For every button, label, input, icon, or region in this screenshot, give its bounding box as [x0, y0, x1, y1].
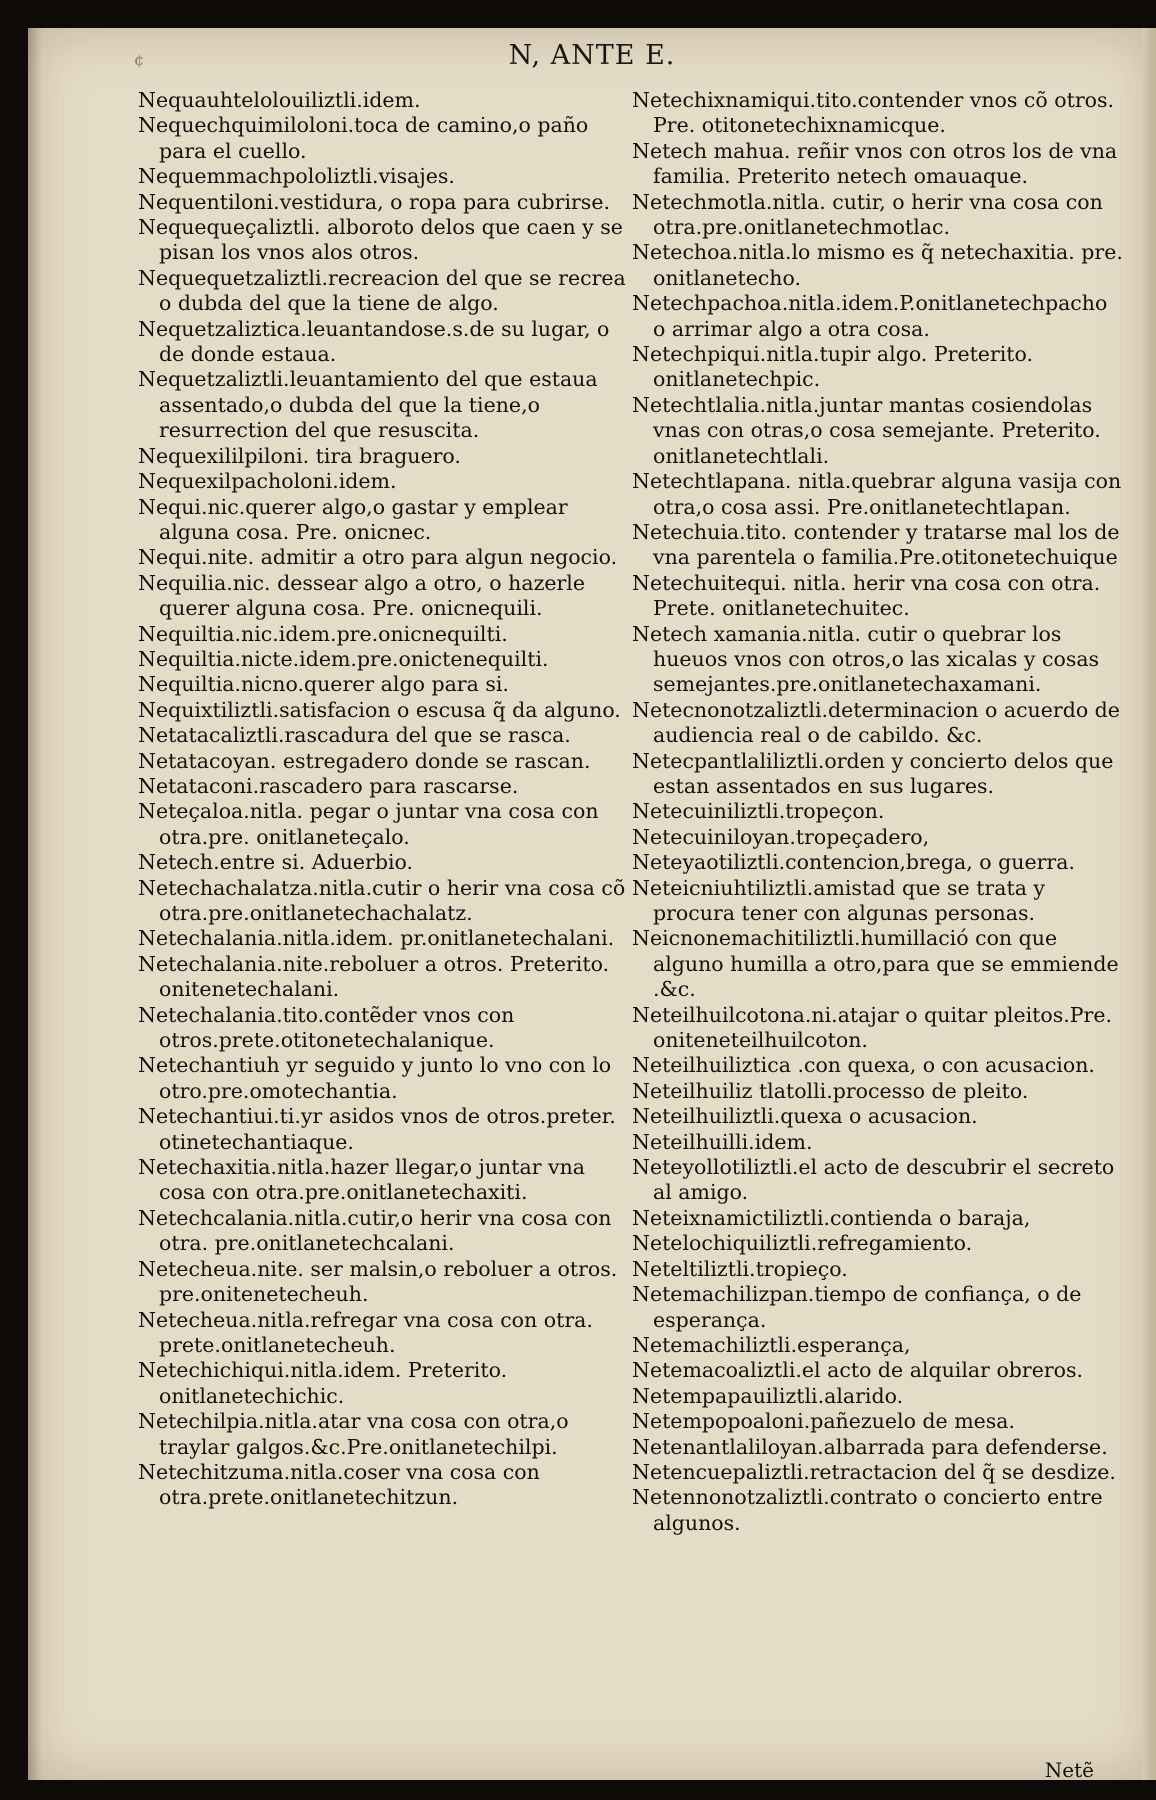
dictionary-entry: Neicnonemachitiliztli.humillació con que alguno humilla a otro,para que se emmiende .&c. [632, 926, 1119, 1002]
dictionary-entry: Neteilhuiliztica .con quexa, o con acusacion. [632, 1053, 1095, 1078]
dictionary-entry: Neteçaloa.nitla. pegar o juntar vna cosa con otra.pre. onitlaneteçalo. [138, 799, 599, 849]
dictionary-entry: Netecuiniloyan.tropeçadero, [632, 824, 930, 849]
dictionary-entry: Netecheua.nitla.refregar vna cosa con otra. prete.onitlanetecheuh. [138, 1307, 593, 1357]
dictionary-entry: Nequiltia.nicte.idem.pre.onictenequilti. [138, 646, 549, 671]
dictionary-entry: Netelochiquiliztli.refregamiento. [632, 1231, 973, 1256]
dictionary-entry: Nequequeçaliztli. alboroto delos que caen y se pisan los vnos alos otros. [138, 215, 623, 265]
dictionary-entry: Netemachiliztli.esperança, [632, 1332, 911, 1357]
dictionary-entry: Nequilia.nic. dessear algo a otro, o hazerle querer alguna cosa. Pre. onicnequili. [138, 570, 585, 621]
dictionary-entry: Nequi.nite. admitir a otro para algun negocio. [138, 545, 618, 570]
dictionary-entry: Netemachilizpan.tiempo de confiança, o de esperança. [632, 1282, 1082, 1332]
dictionary-entry: Nequauhtelolouiliztli.idem. [138, 88, 421, 112]
dictionary-entry: Nequemmachpololiztli.visajes. [138, 164, 455, 189]
dictionary-entry: Netechixnamiqui.tito.contender vnos cõ otros. Pre. otitonetechixnamicque. [632, 88, 1115, 138]
dictionary-entry: Neteilhuiliztli.quexa o acusacion. [632, 1104, 978, 1129]
dictionary-entry: Netatacaliztli.rascadura del que se rasca. [138, 723, 571, 748]
dictionary-entry: Neteltiliztli.tropieço. [632, 1256, 848, 1281]
dictionary-entry: Netempapauiliztli.alarido. [632, 1383, 904, 1408]
dictionary-entry: Netech.entre si. Aduerbio. [138, 850, 414, 875]
dictionary-entry: Netecuiniliztli.tropeçon. [632, 799, 885, 824]
dictionary-entry: Netatacoyan. estregadero donde se rascan. [138, 748, 591, 773]
dictionary-entry: Neteixnamictiliztli.contienda o baraja, [632, 1205, 1031, 1230]
dictionary-entry: Netechuitequi. nitla. herir vna cosa con otra. Prete. onitlanetechuitec. [632, 570, 1101, 621]
book-page [28, 28, 1156, 1780]
dictionary-entry: Netechantiui.ti.yr asidos vnos de otros.preter. otinetechantiaque. [138, 1104, 616, 1154]
dictionary-entry: Netechilpia.nitla.atar vna cosa con otra,o traylar galgos.&c.Pre.onitlanetechilpi. [138, 1409, 569, 1459]
dictionary-entry: Netecheua.nite. ser malsin,o reboluer a otros. pre.onitenetecheuh. [138, 1256, 618, 1307]
dictionary-entry: Netech mahua. reñir vnos con otros los de vna familia. Preterito netech omauaque. [632, 138, 1118, 189]
dictionary-entry: Nequexililpiloni. tira braguero. [138, 443, 461, 468]
dictionary-entry: Netecnonotzaliztli.determinacion o acuerdo de audiencia real o de cabildo. &c. [632, 697, 1120, 748]
dictionary-entry: Neteyollotiliztli.el acto de descubrir el secreto al amigo. [632, 1155, 1115, 1205]
dictionary-entry: Neteilhuilcotona.ni.atajar o quitar pleitos.Pre. oniteneteilhuilcoton. [632, 1002, 1113, 1053]
dictionary-entry: Netech xamania.nitla. cutir o quebrar los hueuos vnos con otros,o las xicalas y cosas semejantes.pre.onitlanetechaxamani. [632, 621, 1100, 697]
dictionary-entry: Netataconi.rascadero para rascarse. [138, 773, 519, 798]
dictionary-entry: Neteicniuhtiliztli.amistad que se trata y procura tener con algunas personas. [632, 875, 1046, 925]
dictionary-entry: Neteyaotiliztli.contencion,brega, o guerra. [632, 850, 1075, 875]
dictionary-entry: Netechalania.tito.contẽder vnos con otros.prete.otitonetechalanique. [138, 1002, 515, 1053]
dictionary-entry: Netechaxitia.nitla.hazer llegar,o juntar vna cosa con otra.pre.onitlanetechaxiti. [138, 1155, 586, 1205]
catchword: Netẽ [1044, 1758, 1094, 1782]
dictionary-entry: Nequequetzaliztli.recreacion del que se recrea o dubda del que la tiene de algo. [138, 265, 626, 316]
dictionary-entry: Netechpachoa.nitla.idem.P.onitlanetechpacho o arrimar algo a otra cosa. [632, 291, 1108, 341]
dictionary-entry: Nequetzaliztli.leuantamiento del que estaua assentado,o dubda del que la tiene,o resurrection del que resuscita. [138, 367, 598, 443]
dictionary-entry: Netemacoaliztli.el acto de alquilar obreros. [632, 1358, 1084, 1383]
corner-mark: ¢ [134, 50, 145, 69]
dictionary-entry: Netechitzuma.nitla.coser vna cosa con otra.prete.onitlanetechitzun. [138, 1459, 540, 1510]
dictionary-entry: Netechtlapana. nitla.quebrar alguna vasija con otra,o cosa assi. Pre.onitlanetechtlapan. [632, 469, 1122, 519]
dictionary-entry: Netechmotla.nitla. cutir, o herir vna cosa con otra.pre.onitlanetechmotlac. [632, 189, 1103, 240]
dictionary-entry: Neteilhuilli.idem. [632, 1129, 813, 1154]
dictionary-entry: Netennonotzaliztli.contrato o concierto entre algunos. [632, 1485, 1103, 1535]
dictionary-entry: Nequechquimiloloni.toca de camino,o paño para el cuello. [138, 113, 589, 163]
dictionary-entry: Nequentiloni.vestidura, o ropa para cubrirse. [138, 189, 610, 214]
dictionary-entry: Netechuia.tito. contender y tratarse mal los de vna parentela o familia.Pre.otitonetechuique [632, 519, 1120, 570]
dictionary-entry: Nequiltia.nic.idem.pre.onicnequilti. [138, 621, 508, 646]
dictionary-entry: Nequexilpacholoni.idem. [138, 469, 397, 494]
dictionary-entry: Nequetzaliztica.leuantandose.s.de su lugar, o de donde estaua. [138, 316, 610, 367]
dictionary-entry: Nequi.nic.querer algo,o gastar y emplear alguna cosa. Pre. onicnec. [138, 494, 568, 544]
dictionary-entry: Netechalania.nitla.idem. pr.onitlanetechalani. [138, 926, 615, 951]
dictionary-entry: Netempopoaloni.pañezuelo de mesa. [632, 1409, 1016, 1434]
dictionary-entry: Netechcalania.nitla.cutir,o herir vna cosa con otra. pre.onitlanetechcalani. [138, 1205, 612, 1256]
dictionary-entry: Netecpantlaliliztli.orden y concierto delos que estan assentados en sus lugares. [632, 748, 1114, 798]
dictionary-entry: Netechoa.nitla.lo mismo es q̃ netechaxitia. pre. onitlanetecho. [632, 240, 1123, 290]
dictionary-entry: Netechantiuh yr seguido y junto lo vno con lo otro.pre.omotechantia. [138, 1053, 612, 1103]
running-header: N, ANTE E. [508, 40, 676, 71]
dictionary-entry: Netechachalatza.nitla.cutir o herir vna cosa cõ otra.pre.onitlanetechachalatz. [138, 875, 626, 925]
dictionary-entry: Neteilhuiliz tlatolli.processo de pleito. [632, 1078, 1029, 1103]
right-column [632, 88, 1126, 1536]
left-column [138, 88, 628, 1511]
dictionary-entry: Netenantlaliloyan.albarrada para defenderse. [632, 1434, 1108, 1459]
next-page-edge [1142, 28, 1156, 1780]
dictionary-entry: Netechtlalia.nitla.juntar mantas cosiendolas vnas con otras,o cosa semejante. Preterito. onitlanetechtlali. [632, 392, 1101, 468]
dictionary-entry: Netechalania.nite.reboluer a otros. Preterito. onitenetechalani. [138, 951, 610, 1002]
dictionary-entry: Netencuepaliztli.retractacion del q̃ se desdize. [632, 1459, 1116, 1484]
dictionary-entry: Nequixtiliztli.satisfacion o escusa q̃ da alguno. [138, 697, 621, 722]
dictionary-entry: Netechichiqui.nitla.idem. Preterito. onitlanetechichic. [138, 1358, 508, 1408]
dictionary-entry: Nequiltia.nicno.querer algo para si. [138, 672, 509, 697]
dictionary-entry: Netechpiqui.nitla.tupir algo. Preterito. onitlanetechpic. [632, 342, 1034, 392]
